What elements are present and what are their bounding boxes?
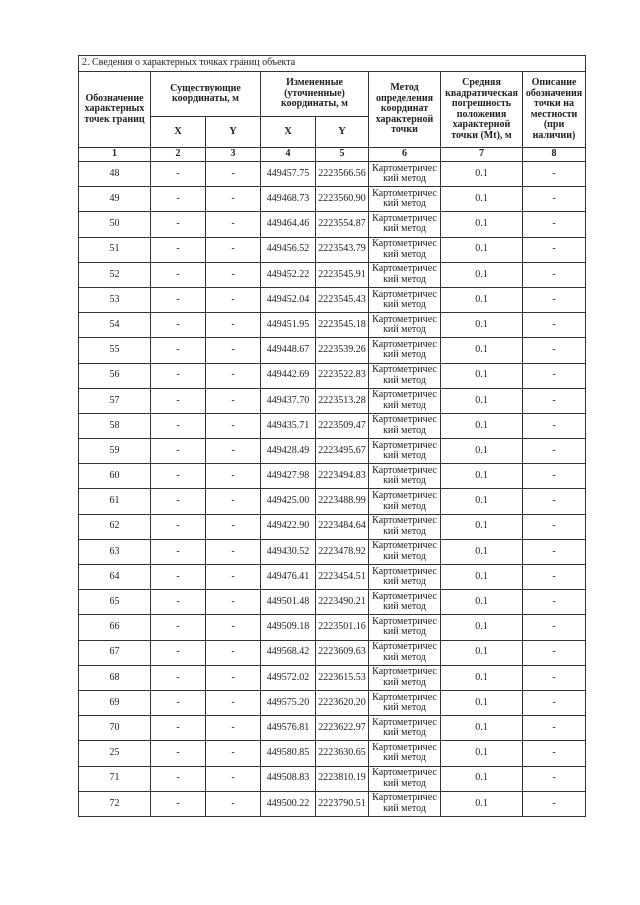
- header-changed-coords: Измененные (уточненные) координаты, м: [261, 72, 369, 117]
- method-cell: Картометричес кий метод: [369, 665, 441, 690]
- description-cell: -: [523, 413, 586, 438]
- accuracy-cell: 0.1: [441, 590, 523, 615]
- changed-x-cell: 449435.71: [261, 413, 316, 438]
- table-row: [79, 514, 586, 539]
- existing-y-cell: -: [206, 287, 261, 312]
- changed-y-cell: 2223509.47: [316, 413, 369, 438]
- changed-x-cell: 449580.85: [261, 741, 316, 766]
- accuracy-cell: 0.1: [441, 514, 523, 539]
- table-row: [79, 565, 586, 590]
- method-cell: Картометричес кий метод: [369, 565, 441, 590]
- section-title: 2. Сведения о характерных точках границ объекта: [79, 56, 586, 72]
- accuracy-cell: 0.1: [441, 791, 523, 816]
- point-number-cell: 64: [79, 565, 151, 590]
- existing-x-cell: -: [151, 640, 206, 665]
- method-cell: Картометричес кий метод: [369, 187, 441, 212]
- changed-y-cell: 2223615.53: [316, 665, 369, 690]
- changed-y-cell: 2223810.19: [316, 766, 369, 791]
- point-number-cell: 57: [79, 388, 151, 413]
- point-number-cell: 70: [79, 716, 151, 741]
- existing-x-cell: -: [151, 363, 206, 388]
- method-cell: Картометричес кий метод: [369, 766, 441, 791]
- header-point: Обозначение характерных точек границ: [79, 72, 151, 148]
- existing-x-cell: -: [151, 413, 206, 438]
- changed-y-cell: 2223478.92: [316, 539, 369, 564]
- changed-x-cell: 449572.02: [261, 665, 316, 690]
- changed-y-cell: 2223495.67: [316, 439, 369, 464]
- column-number: 5: [316, 148, 369, 162]
- changed-y-cell: 2223566.56: [316, 162, 369, 187]
- description-cell: -: [523, 464, 586, 489]
- existing-y-cell: -: [206, 615, 261, 640]
- existing-x-cell: -: [151, 539, 206, 564]
- description-cell: -: [523, 313, 586, 338]
- table-row: [79, 489, 586, 514]
- method-cell: Картометричес кий метод: [369, 212, 441, 237]
- existing-x-cell: -: [151, 690, 206, 715]
- point-number-cell: 63: [79, 539, 151, 564]
- method-cell: Картометричес кий метод: [369, 791, 441, 816]
- existing-y-cell: -: [206, 313, 261, 338]
- point-number-cell: 67: [79, 640, 151, 665]
- existing-y-cell: -: [206, 262, 261, 287]
- existing-y-cell: -: [206, 439, 261, 464]
- existing-x-cell: -: [151, 489, 206, 514]
- description-cell: -: [523, 489, 586, 514]
- table-body: [79, 162, 586, 817]
- existing-y-cell: -: [206, 212, 261, 237]
- description-cell: -: [523, 615, 586, 640]
- point-number-cell: 50: [79, 212, 151, 237]
- existing-y-cell: -: [206, 338, 261, 363]
- existing-y-cell: -: [206, 489, 261, 514]
- existing-y-cell: -: [206, 388, 261, 413]
- changed-x-cell: 449575.20: [261, 690, 316, 715]
- accuracy-cell: 0.1: [441, 464, 523, 489]
- changed-y-cell: 2223539.26: [316, 338, 369, 363]
- changed-y-cell: 2223554.87: [316, 212, 369, 237]
- accuracy-cell: 0.1: [441, 439, 523, 464]
- column-number: 1: [79, 148, 151, 162]
- header-existing-y: Y: [206, 117, 261, 148]
- existing-y-cell: -: [206, 514, 261, 539]
- point-number-cell: 51: [79, 237, 151, 262]
- table-row: [79, 464, 586, 489]
- changed-x-cell: 449428.49: [261, 439, 316, 464]
- changed-y-cell: 2223543.79: [316, 237, 369, 262]
- existing-y-cell: -: [206, 413, 261, 438]
- point-number-cell: 54: [79, 313, 151, 338]
- existing-x-cell: -: [151, 187, 206, 212]
- method-cell: Картометричес кий метод: [369, 413, 441, 438]
- existing-x-cell: -: [151, 212, 206, 237]
- existing-x-cell: -: [151, 237, 206, 262]
- table-row: [79, 665, 586, 690]
- header-method: Метод определения координат характерной точки: [369, 72, 441, 148]
- header-existing-coords: Существующие координаты, м: [151, 72, 261, 117]
- method-cell: Картометричес кий метод: [369, 313, 441, 338]
- table-row: [79, 690, 586, 715]
- method-cell: Картометричес кий метод: [369, 363, 441, 388]
- changed-x-cell: 449442.69: [261, 363, 316, 388]
- accuracy-cell: 0.1: [441, 162, 523, 187]
- description-cell: -: [523, 690, 586, 715]
- column-number-row: [79, 148, 586, 162]
- existing-x-cell: -: [151, 741, 206, 766]
- method-cell: Картометричес кий метод: [369, 640, 441, 665]
- changed-x-cell: 449468.73: [261, 187, 316, 212]
- accuracy-cell: 0.1: [441, 489, 523, 514]
- table-row: [79, 388, 586, 413]
- point-number-cell: 68: [79, 665, 151, 690]
- existing-y-cell: -: [206, 665, 261, 690]
- description-cell: -: [523, 262, 586, 287]
- description-cell: -: [523, 388, 586, 413]
- point-number-cell: 59: [79, 439, 151, 464]
- existing-y-cell: -: [206, 590, 261, 615]
- existing-x-cell: -: [151, 565, 206, 590]
- point-number-cell: 69: [79, 690, 151, 715]
- accuracy-cell: 0.1: [441, 665, 523, 690]
- description-cell: -: [523, 439, 586, 464]
- column-number: 8: [523, 148, 586, 162]
- changed-x-cell: 449476.41: [261, 565, 316, 590]
- existing-x-cell: -: [151, 590, 206, 615]
- description-cell: -: [523, 162, 586, 187]
- existing-y-cell: -: [206, 363, 261, 388]
- description-cell: -: [523, 237, 586, 262]
- changed-y-cell: 2223545.18: [316, 313, 369, 338]
- accuracy-cell: 0.1: [441, 212, 523, 237]
- existing-y-cell: -: [206, 565, 261, 590]
- header-changed-x: X: [261, 117, 316, 148]
- method-cell: Картометричес кий метод: [369, 162, 441, 187]
- table-row: [79, 615, 586, 640]
- accuracy-cell: 0.1: [441, 716, 523, 741]
- existing-x-cell: -: [151, 791, 206, 816]
- description-cell: -: [523, 665, 586, 690]
- existing-x-cell: -: [151, 388, 206, 413]
- point-number-cell: 60: [79, 464, 151, 489]
- changed-y-cell: 2223609.63: [316, 640, 369, 665]
- existing-x-cell: -: [151, 287, 206, 312]
- table-row: [79, 439, 586, 464]
- changed-x-cell: 449457.75: [261, 162, 316, 187]
- changed-x-cell: 449448.67: [261, 338, 316, 363]
- header-existing-x: X: [151, 117, 206, 148]
- accuracy-cell: 0.1: [441, 187, 523, 212]
- changed-x-cell: 449508.83: [261, 766, 316, 791]
- changed-y-cell: 2223560.90: [316, 187, 369, 212]
- existing-x-cell: -: [151, 162, 206, 187]
- description-cell: -: [523, 791, 586, 816]
- column-number: 6: [369, 148, 441, 162]
- table-row: [79, 539, 586, 564]
- changed-y-cell: 2223488.99: [316, 489, 369, 514]
- accuracy-cell: 0.1: [441, 565, 523, 590]
- table-row: [79, 716, 586, 741]
- changed-x-cell: 449427.98: [261, 464, 316, 489]
- method-cell: Картометричес кий метод: [369, 464, 441, 489]
- existing-x-cell: -: [151, 716, 206, 741]
- table-row: [79, 262, 586, 287]
- table-row: [79, 187, 586, 212]
- accuracy-cell: 0.1: [441, 741, 523, 766]
- accuracy-cell: 0.1: [441, 313, 523, 338]
- changed-y-cell: 2223545.91: [316, 262, 369, 287]
- description-cell: -: [523, 716, 586, 741]
- accuracy-cell: 0.1: [441, 262, 523, 287]
- method-cell: Картометричес кий метод: [369, 716, 441, 741]
- table-row: [79, 287, 586, 312]
- existing-x-cell: -: [151, 615, 206, 640]
- header-accuracy: Средняя квадратическая погрешность положения характерной точки (Mt), м: [441, 72, 523, 148]
- changed-x-cell: 449501.48: [261, 590, 316, 615]
- existing-x-cell: -: [151, 514, 206, 539]
- table-row: [79, 766, 586, 791]
- description-cell: -: [523, 212, 586, 237]
- description-cell: -: [523, 514, 586, 539]
- coordinates-table: [78, 55, 586, 817]
- existing-y-cell: -: [206, 690, 261, 715]
- description-cell: -: [523, 565, 586, 590]
- existing-x-cell: -: [151, 464, 206, 489]
- accuracy-cell: 0.1: [441, 690, 523, 715]
- changed-y-cell: 2223622.97: [316, 716, 369, 741]
- changed-y-cell: 2223620.20: [316, 690, 369, 715]
- header-changed-y: Y: [316, 117, 369, 148]
- existing-y-cell: -: [206, 237, 261, 262]
- point-number-cell: 48: [79, 162, 151, 187]
- point-number-cell: 65: [79, 590, 151, 615]
- changed-x-cell: 449509.18: [261, 615, 316, 640]
- method-cell: Картометричес кий метод: [369, 489, 441, 514]
- table-row: [79, 313, 586, 338]
- table-row: [79, 640, 586, 665]
- existing-y-cell: -: [206, 464, 261, 489]
- point-number-cell: 72: [79, 791, 151, 816]
- method-cell: Картометричес кий метод: [369, 287, 441, 312]
- method-cell: Картометричес кий метод: [369, 615, 441, 640]
- description-cell: -: [523, 187, 586, 212]
- accuracy-cell: 0.1: [441, 237, 523, 262]
- existing-y-cell: -: [206, 791, 261, 816]
- changed-y-cell: 2223484.64: [316, 514, 369, 539]
- table-row: [79, 741, 586, 766]
- point-number-cell: 49: [79, 187, 151, 212]
- description-cell: -: [523, 363, 586, 388]
- method-cell: Картометричес кий метод: [369, 262, 441, 287]
- description-cell: -: [523, 766, 586, 791]
- table-row: [79, 162, 586, 187]
- method-cell: Картометричес кий метод: [369, 514, 441, 539]
- table-row: [79, 363, 586, 388]
- point-number-cell: 71: [79, 766, 151, 791]
- accuracy-cell: 0.1: [441, 287, 523, 312]
- existing-y-cell: -: [206, 741, 261, 766]
- description-cell: -: [523, 640, 586, 665]
- existing-x-cell: -: [151, 262, 206, 287]
- accuracy-cell: 0.1: [441, 640, 523, 665]
- changed-x-cell: 449568.42: [261, 640, 316, 665]
- method-cell: Картометричес кий метод: [369, 439, 441, 464]
- method-cell: Картометричес кий метод: [369, 741, 441, 766]
- changed-y-cell: 2223545.43: [316, 287, 369, 312]
- changed-y-cell: 2223522.83: [316, 363, 369, 388]
- existing-x-cell: -: [151, 313, 206, 338]
- column-number: 7: [441, 148, 523, 162]
- accuracy-cell: 0.1: [441, 766, 523, 791]
- changed-x-cell: 449425.00: [261, 489, 316, 514]
- method-cell: Картометричес кий метод: [369, 388, 441, 413]
- point-number-cell: 61: [79, 489, 151, 514]
- existing-y-cell: -: [206, 640, 261, 665]
- point-number-cell: 53: [79, 287, 151, 312]
- accuracy-cell: 0.1: [441, 363, 523, 388]
- method-cell: Картометричес кий метод: [369, 338, 441, 363]
- changed-y-cell: 2223790.51: [316, 791, 369, 816]
- changed-x-cell: 449451.95: [261, 313, 316, 338]
- table-row: [79, 212, 586, 237]
- column-number: 3: [206, 148, 261, 162]
- column-number: 4: [261, 148, 316, 162]
- point-number-cell: 55: [79, 338, 151, 363]
- point-number-cell: 58: [79, 413, 151, 438]
- description-cell: -: [523, 539, 586, 564]
- accuracy-cell: 0.1: [441, 413, 523, 438]
- changed-y-cell: 2223513.28: [316, 388, 369, 413]
- accuracy-cell: 0.1: [441, 388, 523, 413]
- table-row: [79, 413, 586, 438]
- point-number-cell: 25: [79, 741, 151, 766]
- existing-x-cell: -: [151, 439, 206, 464]
- method-cell: Картометричес кий метод: [369, 237, 441, 262]
- changed-y-cell: 2223630.65: [316, 741, 369, 766]
- description-cell: -: [523, 741, 586, 766]
- changed-x-cell: 449464.46: [261, 212, 316, 237]
- point-number-cell: 56: [79, 363, 151, 388]
- existing-y-cell: -: [206, 716, 261, 741]
- table-row: [79, 791, 586, 816]
- changed-x-cell: 449576.81: [261, 716, 316, 741]
- changed-x-cell: 449456.52: [261, 237, 316, 262]
- method-cell: Картометричес кий метод: [369, 539, 441, 564]
- changed-x-cell: 449452.22: [261, 262, 316, 287]
- changed-x-cell: 449452.04: [261, 287, 316, 312]
- method-cell: Картометричес кий метод: [369, 690, 441, 715]
- table-row: [79, 590, 586, 615]
- header-description: Описание обозначения точки на местности (при наличии): [523, 72, 586, 148]
- description-cell: -: [523, 590, 586, 615]
- existing-y-cell: -: [206, 162, 261, 187]
- existing-x-cell: -: [151, 665, 206, 690]
- accuracy-cell: 0.1: [441, 539, 523, 564]
- changed-y-cell: 2223494.83: [316, 464, 369, 489]
- changed-y-cell: 2223454.51: [316, 565, 369, 590]
- table-row: [79, 338, 586, 363]
- point-number-cell: 66: [79, 615, 151, 640]
- existing-y-cell: -: [206, 187, 261, 212]
- point-number-cell: 52: [79, 262, 151, 287]
- existing-y-cell: -: [206, 766, 261, 791]
- accuracy-cell: 0.1: [441, 615, 523, 640]
- existing-x-cell: -: [151, 766, 206, 791]
- accuracy-cell: 0.1: [441, 338, 523, 363]
- existing-y-cell: -: [206, 539, 261, 564]
- table-row: [79, 237, 586, 262]
- changed-y-cell: 2223501.16: [316, 615, 369, 640]
- method-cell: Картометричес кий метод: [369, 590, 441, 615]
- column-number: 2: [151, 148, 206, 162]
- changed-x-cell: 449422.90: [261, 514, 316, 539]
- description-cell: -: [523, 338, 586, 363]
- changed-x-cell: 449430.52: [261, 539, 316, 564]
- changed-x-cell: 449500.22: [261, 791, 316, 816]
- changed-y-cell: 2223490.21: [316, 590, 369, 615]
- point-number-cell: 62: [79, 514, 151, 539]
- existing-x-cell: -: [151, 338, 206, 363]
- description-cell: -: [523, 287, 586, 312]
- changed-x-cell: 449437.70: [261, 388, 316, 413]
